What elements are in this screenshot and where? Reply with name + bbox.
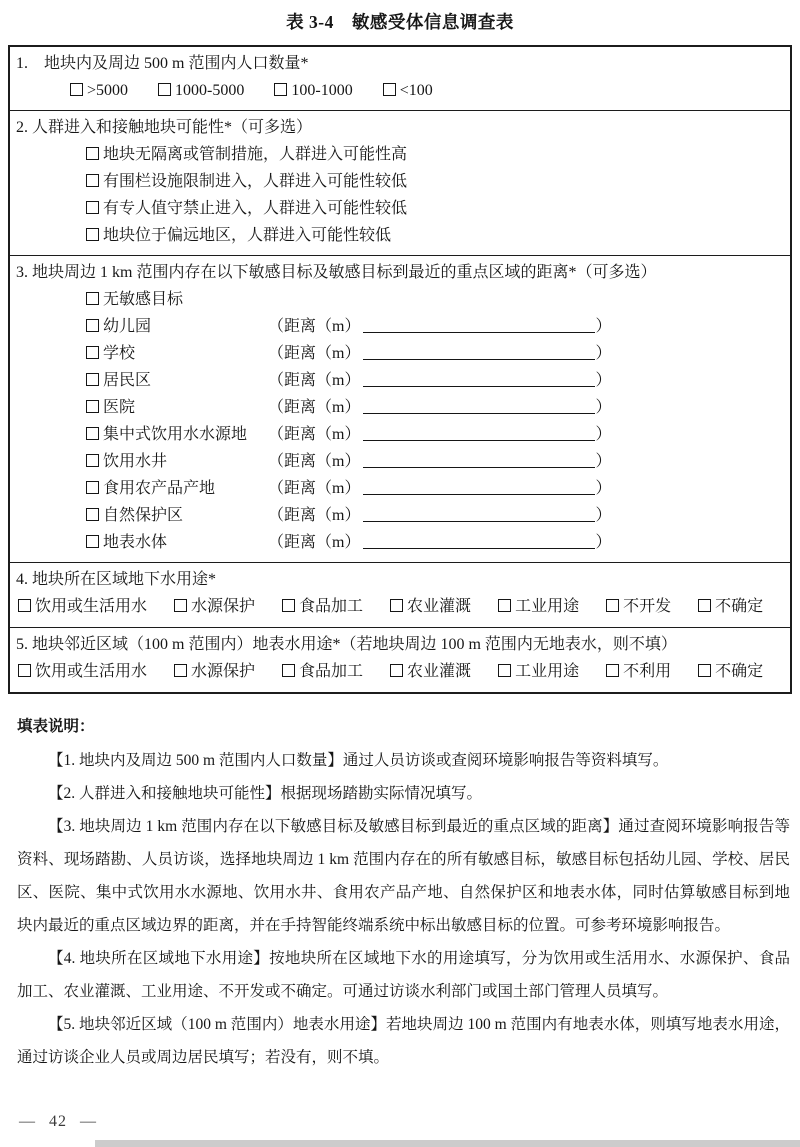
option-item [16, 286, 784, 313]
bottom-edge-bar [95, 1140, 800, 1147]
distance-blank-line [363, 534, 595, 549]
distance-suffix: ） [595, 372, 612, 389]
distance-blank-line [363, 345, 595, 360]
survey-table [8, 45, 792, 694]
section-access-possibility [10, 110, 790, 255]
distance-field [268, 502, 611, 529]
option-item [390, 658, 471, 686]
option-label: <100 [399, 82, 433, 99]
option-item [18, 658, 147, 686]
notes-paragraph: 【5. 地块邻近区域（100 m 范围内）地表水用途】若地块周边 100 m 范围内有地表水体，则填写地表水用途，通过访谈企业人员或周边居民填写；若没有，则不填。 [17, 1016, 790, 1066]
option-item [86, 475, 268, 502]
option-label: 无敏感目标 [103, 291, 184, 308]
option-item [16, 222, 784, 249]
option-label: 不开发 [623, 598, 672, 615]
option-label: 饮用或生活用水 [35, 663, 148, 680]
option-label: 食品加工 [299, 598, 364, 615]
target-row [16, 502, 784, 529]
target-row [16, 313, 784, 340]
target-row [16, 448, 784, 475]
notes-paragraph: 【1. 地块内及周边 500 m 范围内人口数量】通过人员访谈或查阅环境影响报告等资料填写。 [48, 752, 669, 769]
checkbox-icon [86, 508, 99, 521]
section-sensitive-targets [10, 255, 790, 562]
checkbox-icon [86, 481, 99, 494]
checkbox-icon [86, 319, 99, 332]
checkbox-icon [86, 535, 99, 548]
option-item [698, 593, 763, 621]
distance-prefix: （距离（m） [268, 507, 361, 524]
section-label: 3. 地块周边 1 km 范围内存在以下敏感目标及敏感目标到最近的重点区域的距离*（可多选） [16, 264, 657, 281]
distance-prefix: （距离（m） [268, 399, 361, 416]
checkbox-icon [18, 664, 31, 677]
checkbox-icon [158, 83, 171, 96]
option-item [86, 502, 268, 529]
target-row [16, 475, 784, 502]
checkbox-icon [606, 599, 619, 612]
distance-field [268, 313, 611, 340]
option-item [274, 77, 352, 104]
distance-field [268, 448, 611, 475]
section-label: 2. 人群进入和接触地块可能性*（可多选） [16, 119, 313, 136]
option-item [498, 593, 579, 621]
checkbox-icon [86, 454, 99, 467]
option-label: 食品加工 [299, 663, 364, 680]
option-label: 饮用或生活用水 [35, 598, 148, 615]
option-label: 1000-5000 [175, 82, 245, 99]
option-label: 地块位于偏远地区，人群进入可能性较低 [103, 227, 392, 244]
checkbox-icon [498, 664, 511, 677]
section-label: 1. 地块内及周边 500 m 范围内人口数量* [16, 55, 309, 72]
option-label: 100-1000 [291, 82, 353, 99]
option-item [86, 340, 268, 367]
section-label: 4. 地块所在区域地下水用途* [16, 571, 217, 588]
option-label: 地表水体 [103, 534, 168, 551]
notes-paragraph: 【3. 地块周边 1 km 范围内存在以下敏感目标及敏感目标到最近的重点区域的距离】通过查阅环境影响报告等资料、现场踏勘、人员访谈，选择地块周边 1 km 范围内存在的所有敏感目标，敏感目标包括幼儿园、学校、居民区、医院、集中式饮用水水源地、饮用水井、食用农产品产地、自然保护区和地表水体，同时估算敏感目标到地块内最近的重点区域边界的距离，并在手持智能终端系统中标出敏感目标的位置。可参考环境影响报告。 [17, 818, 790, 934]
target-row [16, 340, 784, 367]
option-label: 幼儿园 [103, 318, 152, 335]
option-item [498, 658, 579, 686]
option-item [174, 658, 255, 686]
surfacewater-options [16, 658, 784, 686]
checkbox-icon [174, 599, 187, 612]
distance-prefix: （距离（m） [268, 345, 361, 362]
option-label: 水源保护 [191, 598, 256, 615]
option-label: 自然保护区 [103, 507, 184, 524]
option-label: 医院 [103, 399, 136, 416]
checkbox-icon [86, 427, 99, 440]
distance-suffix: ） [595, 426, 612, 443]
distance-prefix: （距离（m） [268, 480, 361, 497]
option-label: 有围栏设施限制进入，人群进入可能性较低 [103, 173, 408, 190]
section-population [10, 47, 790, 110]
section-label: 5. 地块邻近区域（100 m 范围内）地表水用途*（若地块周边 100 m 范围内无地表水，则不填） [16, 636, 677, 653]
checkbox-icon [18, 599, 31, 612]
target-row [16, 367, 784, 394]
distance-prefix: （距离（m） [268, 534, 361, 551]
distance-suffix: ） [595, 399, 612, 416]
option-label: 不确定 [715, 598, 764, 615]
distance-blank-line [363, 426, 595, 441]
option-item [86, 367, 268, 394]
section-surfacewater-use [10, 627, 790, 692]
distance-field [268, 394, 611, 421]
checkbox-icon [606, 664, 619, 677]
distance-blank-line [363, 507, 595, 522]
distance-blank-line [363, 480, 595, 495]
checkbox-icon [86, 201, 99, 214]
distance-prefix: （距离（m） [268, 318, 361, 335]
distance-blank-line [363, 318, 595, 333]
distance-field [268, 475, 611, 502]
option-item [86, 313, 268, 340]
option-item [70, 77, 128, 104]
distance-suffix: ） [595, 534, 612, 551]
checkbox-icon [174, 664, 187, 677]
checkbox-icon [498, 599, 511, 612]
option-item [174, 593, 255, 621]
option-item [86, 394, 268, 421]
option-label: 农业灌溉 [407, 598, 472, 615]
checkbox-icon [282, 599, 295, 612]
option-label: >5000 [87, 82, 129, 99]
distance-suffix: ） [595, 453, 612, 470]
page-number: — 42 — [19, 1113, 97, 1130]
distance-blank-line [363, 453, 595, 468]
option-item [698, 658, 763, 686]
option-item [606, 593, 671, 621]
page-title: 表 3-4 敏感受体信息调查表 [286, 12, 514, 32]
checkbox-icon [274, 83, 287, 96]
distance-suffix: ） [595, 507, 612, 524]
option-item [282, 593, 363, 621]
checkbox-icon [70, 83, 83, 96]
checkbox-icon [383, 83, 396, 96]
checkbox-icon [86, 346, 99, 359]
option-item [158, 77, 244, 104]
checkbox-icon [86, 292, 99, 305]
option-item [86, 448, 268, 475]
target-row [16, 394, 784, 421]
option-item [383, 77, 433, 104]
option-label: 水源保护 [191, 663, 256, 680]
option-item [606, 658, 671, 686]
target-row [16, 421, 784, 448]
checkbox-icon [86, 373, 99, 386]
distance-field [268, 340, 611, 367]
checkbox-icon [390, 664, 403, 677]
distance-blank-line [363, 372, 595, 387]
option-label: 饮用水井 [103, 453, 168, 470]
option-label: 居民区 [103, 372, 152, 389]
distance-blank-line [363, 399, 595, 414]
target-row [16, 529, 784, 556]
filling-instructions [17, 710, 790, 1074]
option-item [18, 593, 147, 621]
option-label: 学校 [103, 345, 136, 362]
option-label: 农业灌溉 [407, 663, 472, 680]
option-label: 地块无隔离或管制措施，人群进入可能性高 [103, 146, 408, 163]
notes-paragraph: 【2. 人群进入和接触地块可能性】根据现场踏勘实际情况填写。 [48, 785, 483, 802]
checkbox-icon [86, 147, 99, 160]
distance-suffix: ） [595, 480, 612, 497]
option-label: 集中式饮用水水源地 [103, 426, 248, 443]
checkbox-icon [282, 664, 295, 677]
distance-field [268, 529, 611, 556]
option-label: 不利用 [623, 663, 672, 680]
option-item [86, 529, 268, 556]
distance-field [268, 421, 611, 448]
checkbox-icon [698, 599, 711, 612]
distance-suffix: ） [595, 345, 612, 362]
checkbox-icon [698, 664, 711, 677]
distance-field [268, 367, 611, 394]
option-label: 工业用途 [515, 663, 580, 680]
distance-suffix: ） [595, 318, 612, 335]
groundwater-options [16, 593, 784, 621]
checkbox-icon [86, 228, 99, 241]
distance-prefix: （距离（m） [268, 453, 361, 470]
option-item [390, 593, 471, 621]
notes-paragraph: 【4. 地块所在区域地下水用途】按地块所在区域地下水的用途填写，分为饮用或生活用水、水源保护、食品加工、农业灌溉、工业用途、不开发或不确定。可通过访谈水利部门或国土部门管理人员填写。 [17, 950, 790, 1000]
distance-prefix: （距离（m） [268, 372, 361, 389]
checkbox-icon [86, 174, 99, 187]
option-label: 食用农产品产地 [103, 480, 216, 497]
checkbox-icon [86, 400, 99, 413]
option-item [282, 658, 363, 686]
option-item [86, 421, 268, 448]
option-label: 有专人值守禁止进入，人群进入可能性较低 [103, 200, 408, 217]
option-label: 工业用途 [515, 598, 580, 615]
notes-heading: 填表说明： [17, 718, 95, 735]
option-item [16, 195, 784, 222]
population-options [16, 77, 784, 104]
checkbox-icon [390, 599, 403, 612]
option-label: 不确定 [715, 663, 764, 680]
distance-prefix: （距离（m） [268, 426, 361, 443]
option-item [16, 168, 784, 195]
option-item [16, 141, 784, 168]
section-groundwater-use [10, 562, 790, 627]
